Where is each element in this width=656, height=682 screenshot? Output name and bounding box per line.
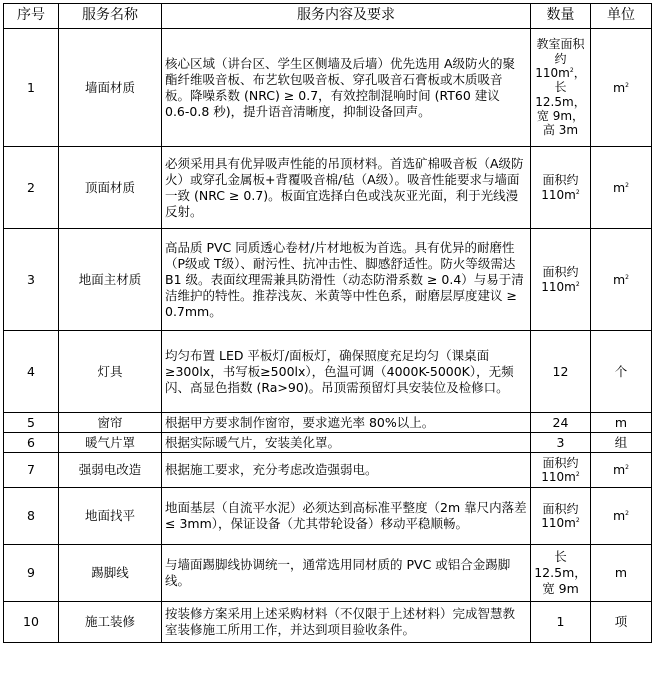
service-name: 暖气片罩 [59, 433, 162, 453]
unit [591, 229, 652, 331]
quantity-text: 12 [552, 363, 569, 379]
service-name: 踢脚线 [59, 545, 162, 602]
unit-superscript: 2 [625, 181, 629, 189]
quantity [531, 453, 591, 488]
unit-text: m [614, 414, 628, 430]
row-number: 7 [4, 453, 59, 488]
service-content: 根据甲方要求制作窗帘，要求遮光率 80%以上。 [162, 413, 531, 433]
quantity-text: 3 [556, 434, 565, 450]
unit [591, 413, 652, 433]
unit [591, 331, 652, 413]
unit-superscript: 2 [625, 463, 629, 471]
table-row [4, 413, 652, 433]
quantity-text: 面积约 110m [541, 455, 579, 484]
service-content: 必须采用具有优异吸声性能的吊顶材料。首选矿棉吸音板（A级防火）或穿孔金属板+背覆吸音棉/毡（A级）。吸音性能要求与墙面一致 (NRC ≥ 0.7)。板面宜选择白色或浅灰亚光面，利于光线漫反射。 [162, 147, 531, 229]
row-number: 9 [4, 545, 59, 602]
unit-text: m [612, 179, 626, 195]
service-name: 顶面材质 [59, 147, 162, 229]
quantity [531, 413, 591, 433]
service-content: 地面基层（自流平水泥）必须达到高标准平整度（2m 靠尺内落差 ≤ 3mm），保证设备（尤其带轮设备）移动平稳顺畅。 [162, 488, 531, 545]
service-name: 地面找平 [59, 488, 162, 545]
row-number: 8 [4, 488, 59, 545]
row-number: 3 [4, 229, 59, 331]
service-name: 灯具 [59, 331, 162, 413]
quantity-superscript: 2 [575, 471, 580, 478]
table-row [4, 147, 652, 229]
quantity-superscript: 2 [569, 66, 574, 74]
unit [591, 602, 652, 643]
service-name: 墙面材质 [59, 29, 162, 147]
quantity-text: 长 12.5m，宽 9m [534, 549, 587, 596]
table-row [4, 453, 652, 488]
service-requirements-table [3, 3, 652, 643]
table-header-row [4, 4, 652, 29]
service-name: 强弱电改造 [59, 453, 162, 488]
unit-superscript: 2 [625, 509, 629, 517]
quantity-superscript: 2 [575, 517, 580, 524]
quantity-text: 教室面积约 110m [535, 37, 585, 80]
table-row [4, 433, 652, 453]
unit-text: m [612, 462, 626, 477]
quantity [531, 229, 591, 331]
unit-text: m [612, 79, 626, 95]
unit [591, 453, 652, 488]
header-service-content: 服务内容及要求 [162, 4, 531, 29]
row-number: 10 [4, 602, 59, 643]
unit-text: m [612, 271, 626, 287]
table-row [4, 602, 652, 643]
quantity-text: 面积约 110m [541, 265, 579, 294]
unit [591, 545, 652, 602]
quantity-text: 1 [556, 614, 565, 629]
quantity [531, 29, 591, 147]
unit-text: 个 [614, 363, 628, 379]
quantity [531, 602, 591, 643]
quantity-text-suffix: ，长 12.5m，宽 9m，高 3m [535, 65, 586, 138]
quantity-text: 面积约 110m [541, 173, 579, 202]
quantity-text: 面积约 110m [541, 501, 579, 530]
row-number: 4 [4, 331, 59, 413]
table-row [4, 29, 652, 147]
row-number: 5 [4, 413, 59, 433]
table-row [4, 229, 652, 331]
service-content: 根据施工要求，充分考虑改造强弱电。 [162, 453, 531, 488]
quantity-text: 24 [552, 414, 569, 430]
service-name: 施工装修 [59, 602, 162, 643]
header-unit: 单位 [591, 4, 652, 29]
unit-superscript: 2 [625, 273, 629, 281]
table-row [4, 488, 652, 545]
service-content: 均匀布置 LED 平板灯/面板灯，确保照度充足均匀（课桌面≥300lx，书写板≥500lx），色温可调（4000K-5000K），无频闪、高显色指数 (Ra>90)。吊顶需预留灯具安装位及检修口。 [162, 331, 531, 413]
service-content: 根据实际暖气片，安装美化罩。 [162, 433, 531, 453]
unit [591, 488, 652, 545]
service-content: 与墙面踢脚线协调统一，通常选用同材质的 PVC 或铝合金踢脚线。 [162, 545, 531, 602]
service-name: 窗帘 [59, 413, 162, 433]
service-content: 按装修方案采用上述采购材料（不仅限于上述材料）完成智慧教室装修施工所用工作，并达到项目验收条件。 [162, 602, 531, 643]
unit [591, 29, 652, 147]
header-quantity: 数量 [531, 4, 591, 29]
quantity [531, 147, 591, 229]
quantity [531, 488, 591, 545]
row-number: 6 [4, 433, 59, 453]
row-number: 1 [4, 29, 59, 147]
unit-text: m [612, 508, 626, 523]
header-service-name: 服务名称 [59, 4, 162, 29]
service-name: 地面主材质 [59, 229, 162, 331]
unit-text: m [614, 565, 628, 580]
table-row [4, 331, 652, 413]
unit-text: 项 [614, 614, 628, 629]
header-no: 序号 [4, 4, 59, 29]
row-number: 2 [4, 147, 59, 229]
quantity-superscript: 2 [575, 280, 580, 288]
quantity [531, 545, 591, 602]
table-row [4, 545, 652, 602]
unit [591, 433, 652, 453]
unit [591, 147, 652, 229]
service-content: 高品质 PVC 同质透心卷材/片材地板为首选。具有优异的耐磨性（P级或 T级）、耐污性、抗冲击性、脚感舒适性。防火等级需达 B1 级。表面纹理需兼具防滑性（动态防滑系数 ≥ 0.4）与易于清洁维护的特性。推荐浅灰、米黄等中性色系，耐磨层厚度建议 ≥ 0.7mm。 [162, 229, 531, 331]
quantity [531, 433, 591, 453]
service-content: 核心区域（讲台区、学生区侧墙及后墙）优先选用 A级防火的聚酯纤维吸音板、布艺软包吸音板、穿孔吸音石膏板或木质吸音板。降噪系数 (NRC) ≥ 0.7，有效控制混响时间 (RT60 建议 0.6-0.8 秒)，提升语音清晰度，抑制设备回声。 [162, 29, 531, 147]
quantity-superscript: 2 [575, 188, 580, 196]
quantity [531, 331, 591, 413]
unit-text: 组 [614, 434, 628, 450]
unit-superscript: 2 [625, 81, 629, 89]
